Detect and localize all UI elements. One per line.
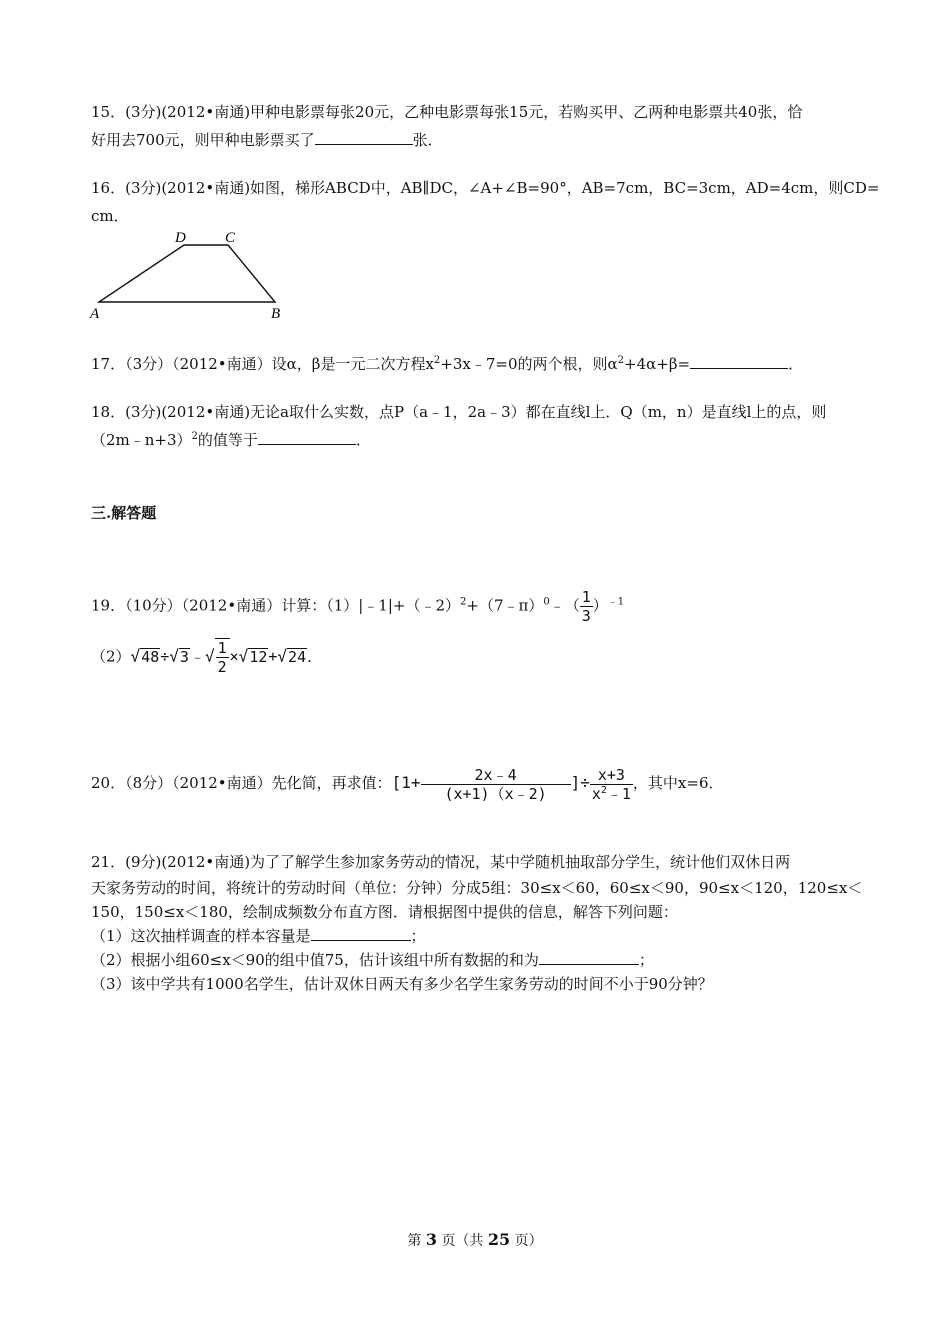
label-d: D xyxy=(175,230,186,246)
q21-sub1 xyxy=(91,926,426,946)
q20-f2-den xyxy=(590,785,633,803)
footer-suffix: 页） xyxy=(514,1233,543,1249)
q17-sup2: 2 xyxy=(617,355,625,366)
q21-sub1-prefix: （1）这次抽样调查的样本容量是 xyxy=(91,927,311,945)
q15-answer-blank xyxy=(315,130,413,145)
q15-line2-prefix: 好用去700元，则甲种电影票买了 xyxy=(91,131,315,149)
q19-fraction xyxy=(580,588,593,625)
footer-page-number: 3 xyxy=(425,1230,437,1249)
footer-prefix: 第 xyxy=(407,1233,422,1249)
q18-line2-mid: 的值等于 xyxy=(197,431,258,449)
q17-prefix: 17．（3分）（2012•南通）设α，β是一元二次方程x xyxy=(91,355,434,373)
sqrt-symbol-3: √ xyxy=(204,646,215,666)
q21-line3: 150，150≤x＜180，绘制成频数分布直方图．请根据图中提供的信息，解答下列问题： xyxy=(91,903,678,921)
q17-end: ． xyxy=(788,355,804,373)
q20-f2-den-sup: 2 xyxy=(600,784,607,796)
q20-suffix: ，其中x=6． xyxy=(632,774,724,792)
q19-minus: ﹣（ xyxy=(549,596,580,615)
q21-sub3: （3）该中学共有1000名学生，估计双休日两天有多少名学生家务劳动的时间不小于90分钟？ xyxy=(91,975,713,993)
q20-line xyxy=(91,760,724,806)
label-c: C xyxy=(225,230,236,246)
section-heading: 三.解答题 xyxy=(91,504,157,522)
q20-f1-num: 2x﹣4 xyxy=(421,766,571,785)
q19-frac-num: 1 xyxy=(581,588,591,606)
footer-total-pages: 25 xyxy=(487,1230,511,1249)
q20-bracket-close: ]÷ xyxy=(570,773,590,792)
q19-frac-den: 3 xyxy=(581,607,591,625)
sqrt-symbol-4: √ xyxy=(238,646,249,666)
q19-prefix: 19．（10分）（2012•南通）计算：（1）|﹣1|+（﹣2） xyxy=(91,596,461,615)
sqrt-symbol-2: √ xyxy=(169,646,179,666)
q21-line2: 天家务劳动的时间，将统计的劳动时间（单位：分钟）分成5组：30≤x＜60，60≤x＜90，90≤x＜120，120≤x＜ xyxy=(91,879,863,897)
sqrt-half xyxy=(215,638,230,676)
sqrt-48: 48 xyxy=(141,647,160,666)
q18-answer-blank xyxy=(258,430,356,445)
q20-f1-den: (x+1)（x﹣2) xyxy=(444,784,547,803)
q16-line2: cm． xyxy=(91,207,129,225)
q21-sub1-blank xyxy=(311,926,411,941)
q20-f2-den-tail: ﹣1 xyxy=(606,784,631,803)
sqrt-symbol-1: √ xyxy=(130,646,141,666)
q18-line2-end: ． xyxy=(355,431,371,449)
q18-sup: 2 xyxy=(191,431,198,442)
q18-line2 xyxy=(91,430,371,450)
sqrt-3: 3 xyxy=(179,647,189,666)
q21-line1: 21．(9分)(2012•南通)为了了解学生参加家务劳动的情况，某中学随机抽取部分学生，统计他们双休日两 xyxy=(91,853,791,871)
q21-sub2-blank xyxy=(539,950,639,965)
sqrt-half-den: 2 xyxy=(217,658,227,676)
q19-sup2: 0 xyxy=(543,596,550,608)
label-b: B xyxy=(271,306,281,322)
q20-bracket-open: [1+ xyxy=(391,773,421,792)
q21-sub2 xyxy=(91,950,654,970)
trapezoid-shape xyxy=(99,245,275,302)
q20-f2-num: x+3 xyxy=(590,766,633,785)
q19-part2 xyxy=(91,638,322,676)
sqrt-symbol-5: √ xyxy=(277,646,288,666)
q19-op1: ÷ xyxy=(160,647,170,666)
page-footer xyxy=(0,1230,950,1250)
q19-op4: + xyxy=(268,647,278,666)
sqrt-half-num: 1 xyxy=(217,639,227,657)
q19-op3: × xyxy=(229,647,239,666)
q19-part2-label: （2） xyxy=(91,647,131,666)
q18-line2-prefix: （2m﹣n+3） xyxy=(91,431,192,449)
q19-sup3: ﹣1 xyxy=(607,596,625,608)
footer-mid: 页（共 xyxy=(441,1233,484,1249)
q17-answer-blank xyxy=(690,354,788,369)
q17-line xyxy=(91,354,803,374)
q17-tail: +4α+β= xyxy=(624,355,691,373)
trapezoid-figure xyxy=(85,228,290,324)
q21-sub1-end: ； xyxy=(410,927,426,945)
q20-fraction-2 xyxy=(590,766,633,803)
q16-line1: 16．(3分)(2012•南通)如图，梯形ABCD中，AB∥DC，∠A+∠B=90°，AB=7cm，BC=3cm，AD=4cm，则CD= xyxy=(91,179,880,197)
label-a: A xyxy=(90,306,100,322)
q17-mid: +3x﹣7=0的两个根，则α xyxy=(440,355,618,373)
q15-line2-suffix: 张． xyxy=(412,131,443,149)
sqrt-12: 12 xyxy=(249,647,268,666)
q20-prefix: 20．（8分）（2012•南通）先化简，再求值： xyxy=(91,774,392,792)
q19-close: ） xyxy=(592,596,608,615)
q19-end: ． xyxy=(307,647,323,666)
q21-sub2-end: ； xyxy=(638,951,654,969)
sqrt-24: 24 xyxy=(288,647,307,666)
q20-f2-den-base: x xyxy=(591,784,601,803)
q19-mid: +（7﹣π） xyxy=(466,596,544,615)
q17-sup1: 2 xyxy=(433,355,441,366)
q19-part1 xyxy=(91,588,624,625)
q19-sup1: 2 xyxy=(460,596,467,608)
q15-line2 xyxy=(91,130,443,150)
q21-sub2-prefix: （2）根据小组60≤x＜90的组中值75，估计该组中所有数据的和为 xyxy=(91,951,539,969)
q18-line1: 18．(3分)(2012•南通)无论a取什么实数，点P（a﹣1，2a﹣3）都在直线l上．Q（m，n）是直线l上的点，则 xyxy=(91,403,827,421)
q15-line1: 15．(3分)(2012•南通)甲种电影票每张20元，乙种电影票每张15元，若购买甲、乙两种电影票共40张，恰 xyxy=(91,103,803,121)
q20-fraction-1 xyxy=(421,766,571,803)
q19-op2: ﹣ xyxy=(189,647,205,666)
